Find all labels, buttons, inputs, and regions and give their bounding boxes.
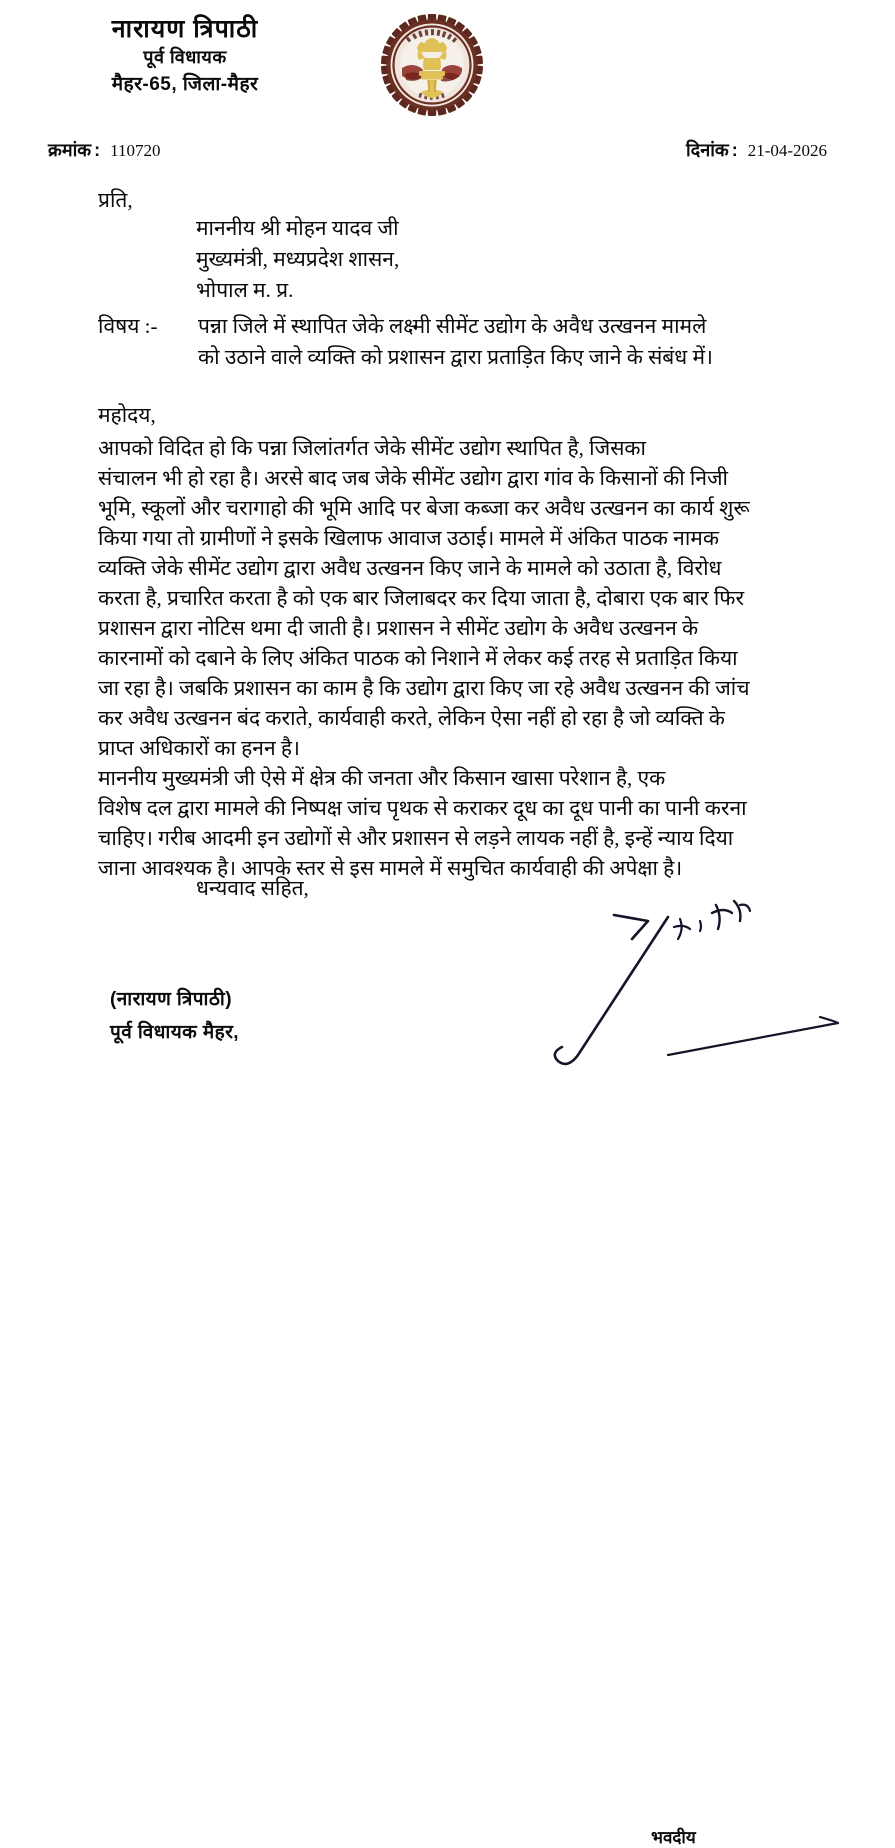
paragraph-line: विशेष दल द्वारा मामले की निष्पक्ष जांच पृथक से कराकर दूध का दूध पानी का पानी करना [98, 796, 747, 820]
reference-date-row [0, 138, 895, 168]
paragraph-line: प्राप्त अधिकारों का हनन है। [98, 736, 300, 760]
signatory-title: पूर्व विधायक मैहर, [110, 1022, 239, 1043]
reference-number [48, 138, 160, 162]
emblem-svg [381, 14, 483, 116]
subject-label: विषय :- [98, 314, 158, 338]
addressee-line: भोपाल म. प्र. [196, 278, 294, 302]
paragraph-line: जा रहा है। जबकि प्रशासन का काम है कि उद्योग द्वारा किए जा रहे अवैध उत्खनन की जांच [98, 676, 750, 700]
body-paragraph-1 [0, 433, 895, 763]
subject-text [198, 311, 713, 373]
signatory-name: (नारायण त्रिपाठी) [110, 989, 232, 1010]
government-emblem-icon [381, 14, 483, 116]
letter-date [686, 138, 827, 162]
paragraph-line: संचालन भी हो रहा है। अरसे बाद जब जेके सीमेंट उद्योग द्वारा गांव के किसानों की निजी [98, 466, 728, 490]
addressee-line: माननीय श्री मोहन यादव जी [196, 216, 399, 240]
signature-block [520, 895, 895, 1847]
paragraph-line: भूमि, स्कूलों और चरागाहो की भूमि आदि पर बेजा कब्जा कर अवैध उत्खनन का कार्य शुरू [98, 496, 750, 520]
paragraph-line: आपको विदित हो कि पन्ना जिलांतर्गत जेके सीमेंट उद्योग स्थापित है, जिसका [98, 436, 646, 460]
paragraph-line: कारनामों को दबाने के लिए अंकित पाठक को निशाने में लेकर कई तरह से प्रताड़ित किया [98, 646, 738, 670]
paragraph-line: व्यक्ति जेके सीमेंट उद्योग द्वारा अवैध उत्खनन किए जाने के मामले को उठाता है, विरोध [98, 556, 722, 580]
paragraph-line: माननीय मुख्यमंत्री जी ऐसे में क्षेत्र की जनता और किसान खासा परेशान है, एक [98, 766, 666, 790]
reference-colon: : [94, 140, 101, 160]
body-paragraph-2 [0, 763, 895, 883]
letterhead [0, 0, 895, 122]
paragraph-line: जाना आवश्यक है। आपके स्तर से इस मामले में समुचित कार्यवाही की अपेक्षा है। [98, 856, 683, 880]
closing-thanks: धन्यवाद सहित, [196, 876, 309, 900]
paragraph-line: किया गया तो ग्रामीणों ने इसके खिलाफ आवाज उठाई। मामले में अंकित पाठक नामक [98, 526, 719, 550]
addressee-block [196, 213, 399, 306]
addressee-line: मुख्यमंत्री, मध्यप्रदेश शासन, [196, 247, 400, 271]
date-value: 21-04-2026 [747, 141, 828, 160]
letterhead-text-block [30, 14, 340, 99]
signature-yours-faithfully: भवदीय [651, 1828, 696, 1847]
handwritten-signature-icon [520, 895, 895, 1080]
sender-designation: पूर्व विधायक [143, 47, 227, 67]
to-label: प्रति, [98, 188, 133, 212]
subject-line: को उठाने वाले व्यक्ति को प्रशासन द्वारा प्रताड़ित किए जाने के संबंध में। [198, 345, 713, 369]
reference-value: 110720 [110, 141, 161, 160]
paragraph-line: करता है, प्रचारित करता है को एक बार जिलाबदर कर दिया जाता है, दोबारा एक बार फिर [98, 586, 745, 610]
sender-address: मैहर-65, जिला-मैहर [111, 74, 259, 95]
sender-name: नारायण त्रिपाठी [111, 15, 259, 43]
salutation: महोदय, [98, 403, 156, 427]
date-colon: : [731, 140, 738, 160]
subject-line: पन्ना जिले में स्थापित जेके लक्ष्मी सीमेंट उद्योग के अवैध उत्खनन मामले [198, 314, 707, 338]
paragraph-line: कर अवैध उत्खनन बंद कराते, कार्यवाही करते, लेकिन ऐसा नहीं हो रहा है जो व्यक्ति के [98, 706, 725, 730]
paragraph-line: प्रशासन द्वारा नोटिस थमा दी जाती है। प्रशासन ने सीमेंट उद्योग के अवैध उत्खनन के [98, 616, 699, 640]
paragraph-line: चाहिए। गरीब आदमी इन उद्योगों से और प्रशासन से लड़ने लायक नहीं है, इन्हें न्याय दिया [98, 826, 734, 850]
date-label: दिनांक [686, 140, 729, 160]
reference-label: क्रमांक [48, 140, 92, 160]
